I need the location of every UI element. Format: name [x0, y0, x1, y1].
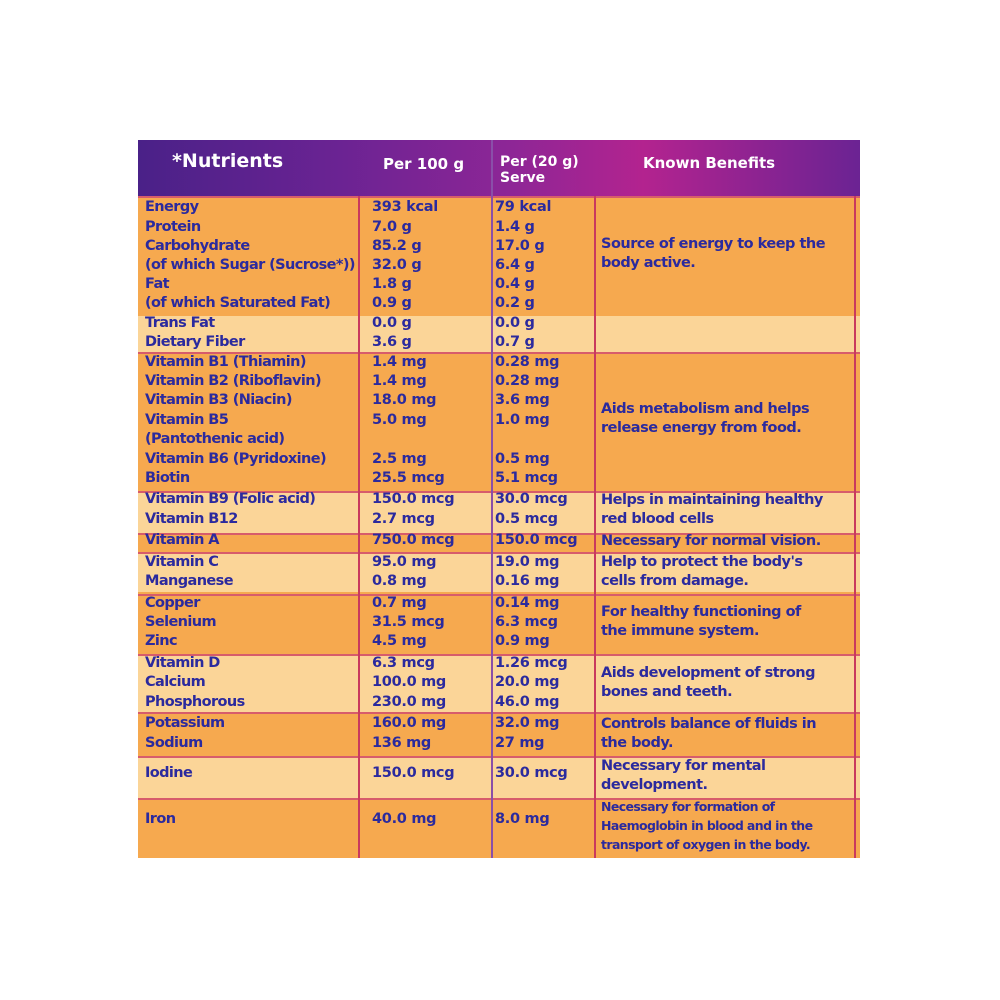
nutrient-name: Manganese	[145, 573, 233, 589]
nutrient-name: Potassium	[145, 715, 225, 731]
per-100g-value: 6.3 mcg	[372, 655, 435, 671]
per-serve-value: 3.6 mg	[495, 392, 550, 408]
nutrient-name: Vitamin A	[145, 532, 219, 548]
nutrient-name: Calcium	[145, 674, 206, 690]
per-serve-value: 0.7 g	[495, 334, 535, 350]
nutrient-name: Iron	[145, 811, 176, 827]
per-100g-value: 1.4 mg	[372, 373, 427, 389]
nutrient-name: (Pantothenic acid)	[145, 431, 285, 447]
benefit-blood: Helps in maintaining healthy red blood cells	[601, 492, 823, 527]
per-serve-value: 6.3 mcg	[495, 614, 558, 630]
table-row	[138, 469, 860, 489]
per-serve-value: 8.0 mg	[495, 811, 550, 827]
per-100g-value: 85.2 g	[372, 238, 422, 254]
nutrient-name: Vitamin D	[145, 655, 220, 671]
nutrient-name: Dietary Fiber	[145, 334, 245, 350]
per-serve-value: 32.0 mg	[495, 715, 560, 731]
per-serve-value: 5.1 mcg	[495, 470, 558, 486]
nutrient-name: (of which Sugar (Sucrose*))	[145, 257, 355, 273]
per-serve-value: 0.16 mg	[495, 573, 560, 589]
per-serve-value: 1.4 g	[495, 219, 535, 235]
per-serve-value: 79 kcal	[495, 199, 552, 215]
nutrient-name: Vitamin B9 (Folic acid)	[145, 491, 316, 507]
nutrient-name: Zinc	[145, 633, 178, 649]
benefit-vision: Necessary for normal vision.	[601, 533, 821, 549]
nutrient-name: Protein	[145, 219, 201, 235]
per-100g-value: 18.0 mg	[372, 392, 437, 408]
nutrient-name: Vitamin B5	[145, 412, 229, 428]
benefit-metabolism: Aids metabolism and helps release energy from food.	[601, 401, 810, 436]
nutrient-name: Vitamin B2 (Riboflavin)	[145, 373, 322, 389]
per-serve-value: 150.0 mcg	[495, 532, 578, 548]
per-serve-value: 6.4 g	[495, 257, 535, 273]
per-100g-value: 0.7 mg	[372, 595, 427, 611]
benefit-haemoglobin: Necessary for formation of Haemoglobin in blood and in the transport of oxygen in the body.	[601, 799, 813, 852]
per-serve-value: 46.0 mg	[495, 694, 560, 710]
per-100g-value: 1.8 g	[372, 276, 412, 292]
per-serve-value: 0.28 mg	[495, 373, 560, 389]
per-serve-value: 1.26 mcg	[495, 655, 568, 671]
per-100g-value: 230.0 mg	[372, 694, 447, 710]
per-100g-value: 750.0 mcg	[372, 532, 455, 548]
nutrient-name: Carbohydrate	[145, 238, 250, 254]
per-serve-value: 0.5 mg	[495, 451, 550, 467]
per-100g-value: 0.8 mg	[372, 573, 427, 589]
benefit-energy: Source of energy to keep the body active.	[601, 236, 826, 271]
per-serve-value: 0.5 mcg	[495, 511, 558, 527]
per-serve-value: 27 mg	[495, 735, 545, 751]
per-serve-value: 0.4 g	[495, 276, 535, 292]
table-row	[138, 314, 860, 334]
per-100g-value: 1.4 mg	[372, 354, 427, 370]
benefit-cells: Help to protect the body's cells from damage.	[601, 554, 803, 589]
per-100g-value: 160.0 mg	[372, 715, 447, 731]
per-100g-value: 0.0 g	[372, 315, 412, 331]
nutrient-name: Vitamin B6 (Pyridoxine)	[145, 451, 327, 467]
per-serve-value: 30.0 mcg	[495, 765, 568, 781]
per-100g-value: 2.7 mcg	[372, 511, 435, 527]
nutrient-name: Phosphorous	[145, 694, 245, 710]
per-100g-value: 40.0 mg	[372, 811, 437, 827]
per-serve-value: 19.0 mg	[495, 554, 560, 570]
table-row	[138, 450, 860, 470]
benefit-bones: Aids development of strong bones and teeth.	[601, 665, 816, 700]
per-100g-value: 136 mg	[372, 735, 432, 751]
per-100g-value: 3.6 g	[372, 334, 412, 350]
per-100g-value: 25.5 mcg	[372, 470, 445, 486]
per-serve-value: 0.14 mg	[495, 595, 560, 611]
per-100g-value: 100.0 mg	[372, 674, 447, 690]
nutrient-name: Energy	[145, 199, 199, 215]
benefit-mental: Necessary for mental development.	[601, 758, 766, 793]
per-100g-value: 150.0 mcg	[372, 491, 455, 507]
nutrient-name: Iodine	[145, 765, 193, 781]
per-serve-value: 0.0 g	[495, 315, 535, 331]
table-row	[138, 353, 860, 373]
nutrient-name: Copper	[145, 595, 200, 611]
per-100g-value: 0.9 g	[372, 295, 412, 311]
per-100g-value: 32.0 g	[372, 257, 422, 273]
per-serve-value: 0.2 g	[495, 295, 535, 311]
nutrient-name: Vitamin B1 (Thiamin)	[145, 354, 306, 370]
header-per-serve: Per (20 g) Serve	[500, 154, 579, 186]
nutrient-name: Selenium	[145, 614, 217, 630]
per-serve-value: 17.0 g	[495, 238, 545, 254]
per-100g-value: 393 kcal	[372, 199, 438, 215]
per-serve-value: 30.0 mcg	[495, 491, 568, 507]
header-known-benefits: Known Benefits	[643, 154, 776, 172]
per-serve-value: 20.0 mg	[495, 674, 560, 690]
per-100g-value: 95.0 mg	[372, 554, 437, 570]
nutrient-name: Vitamin C	[145, 554, 219, 570]
per-serve-value: 1.0 mg	[495, 412, 550, 428]
per-100g-value: 31.5 mcg	[372, 614, 445, 630]
per-100g-value: 7.0 g	[372, 219, 412, 235]
nutrient-name: (of which Saturated Fat)	[145, 295, 331, 311]
per-100g-value: 5.0 mg	[372, 412, 427, 428]
table-row	[138, 275, 860, 295]
nutrient-name: Vitamin B3 (Niacin)	[145, 392, 292, 408]
table-row	[138, 372, 860, 392]
nutrient-name: Fat	[145, 276, 169, 292]
per-100g-value: 150.0 mcg	[372, 765, 455, 781]
table-row	[138, 294, 860, 314]
nutrition-table	[138, 140, 860, 858]
nutrient-name: Trans Fat	[145, 315, 215, 331]
benefit-immune: For healthy functioning of the immune system.	[601, 604, 801, 639]
per-serve-value: 0.9 mg	[495, 633, 550, 649]
table-header	[138, 140, 860, 196]
benefit-fluids: Controls balance of fluids in the body.	[601, 716, 817, 751]
header-per-100g: Per 100 g	[383, 155, 465, 173]
per-100g-value: 2.5 mg	[372, 451, 427, 467]
nutrient-name: Sodium	[145, 735, 203, 751]
header-nutrients: *Nutrients	[172, 150, 284, 172]
nutrient-name: Vitamin B12	[145, 511, 238, 527]
nutrient-name: Biotin	[145, 470, 190, 486]
per-serve-value: 0.28 mg	[495, 354, 560, 370]
table-row	[138, 333, 860, 353]
per-100g-value: 4.5 mg	[372, 633, 427, 649]
table-row	[138, 198, 860, 218]
